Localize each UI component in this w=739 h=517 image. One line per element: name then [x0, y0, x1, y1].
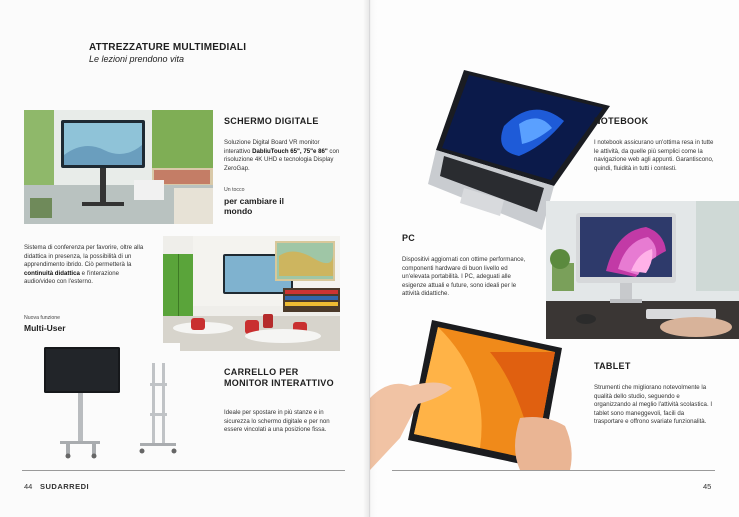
pc-description: Dispositivi aggiornati con ottime performance, componenti hardware di buon livello ed un'elevata portabilità. I PC, adeguati alle esigenze attuali e future, sono ideali per le attività didattiche.: [402, 256, 526, 298]
schermo-description: [224, 139, 346, 173]
pc-heading: PC: [402, 233, 416, 243]
conference-tag-big: Multi-User: [24, 323, 66, 333]
conference-text-bold: continuità didattica: [24, 269, 80, 277]
carrello-heading: CARRELLO PER MONITOR INTERATTIVO: [224, 367, 334, 388]
page-number-right: 45: [703, 482, 712, 491]
brand-name: SUDARREDI: [40, 482, 90, 491]
schermo-text-bold: DabliuTouch 65", 75"e 86": [252, 147, 328, 155]
notebook-description: I notebook assicurano un'ottima resa in tutte le attività, da quelle più semplici come la navigazione web agli appunti. Garantiscono, quindi, fluidità in tutti i contesti.: [594, 139, 714, 172]
classroom-board-image: [24, 110, 213, 224]
monitor-cart-photo: [40, 343, 180, 461]
page-title: ATTREZZATURE MULTIMEDIALI: [89, 42, 247, 53]
classroom-board-photo: [24, 110, 213, 224]
conference-tag-small: Nuova funzione: [24, 315, 61, 321]
carrello-description: Ideale per spostare in più stanze e in sicurezza lo schermo digitale e per non essere vincolati a una posizione fissa.: [224, 409, 330, 434]
tablet-description: Strumenti che migliorano notevolmente la qualità dello studio, seguendo e organizzando al meglio l'attività scolastica. I tablet sono maneggevoli, facili da trasportare e offrono svariate funzionalità.: [594, 384, 713, 426]
conference-text-end: e l'interazione audio/video con l'esterno.: [24, 269, 119, 286]
classroom-conference-photo: [163, 236, 340, 351]
conference-text-start: Sistema di conferenza per favorire, oltre alla didattica in presenza, la possibilità di un apprendimento ibrido. Ciò permetterà la: [24, 244, 144, 269]
schermo-heading: SCHERMO DIGITALE: [224, 116, 319, 126]
schermo-text-end: con risoluzione 4K UHD e tecnologia Display ZeroGap.: [224, 147, 340, 172]
notebook-heading: NOTEBOOK: [594, 116, 649, 126]
footer-rule: [22, 470, 345, 471]
left-page: [0, 0, 369, 517]
schermo-text-start: Soluzione Digital Board VR monitor interattivo: [224, 139, 320, 155]
tablet-photo: [370, 318, 580, 470]
classroom-conference-image: [163, 236, 340, 351]
schermo-tag-big: per cambiare il mondo: [224, 196, 285, 216]
schermo-tag-small: Un tocco: [224, 187, 245, 193]
page-subtitle: Le lezioni prendono vita: [89, 54, 185, 64]
tablet-heading: TABLET: [594, 361, 631, 371]
footer-rule-right: [392, 470, 715, 471]
tablet-image: [370, 318, 580, 470]
conference-description: [24, 244, 148, 287]
book-gutter: [363, 0, 377, 517]
monitor-cart-image: [40, 343, 180, 461]
right-page: [370, 0, 739, 517]
page-number-left: 44: [24, 482, 33, 491]
